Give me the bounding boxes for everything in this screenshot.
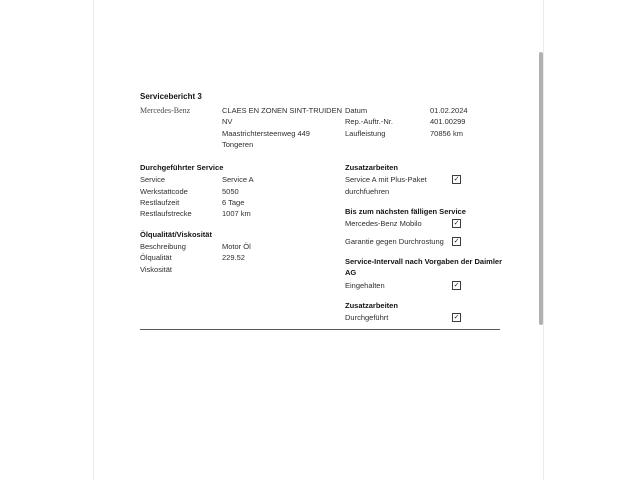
section-oelqualitaet [140, 229, 345, 275]
mercedes-benz-wordmark: Mercedes-Benz [140, 106, 191, 115]
kv-label: Beschreibung [140, 241, 186, 251]
section-heading: Ölqualität/Viskosität [140, 229, 212, 239]
kv-label: Viskosität [140, 264, 172, 274]
kv-row-service [140, 174, 345, 185]
kv-value: 6 Tage [222, 198, 245, 208]
meta-label: Laufleistung [345, 128, 386, 138]
dealer-address-line: Tongeren [222, 139, 254, 149]
kv-label: Restlaufstrecke [140, 209, 192, 219]
checkbox-item-label: Service A mit Plus-Paket durchfuehren [345, 175, 427, 196]
checkbox-item-durchgefuehrt [345, 312, 502, 323]
meta-value: 01.02.2024 [430, 106, 468, 115]
footer-divider [140, 329, 500, 330]
page-right-border [543, 0, 544, 480]
section-zusatzarbeiten-1 [345, 162, 502, 197]
kv-row-restlaufstrecke [140, 208, 345, 219]
report-meta [345, 105, 502, 139]
kv-value: 229.52 [222, 253, 245, 263]
meta-value: 401.00299 [430, 117, 466, 127]
service-report-page [140, 92, 502, 332]
meta-label: Datum [345, 106, 368, 115]
meta-row-laufleistung [345, 128, 502, 139]
dealer-address-line: NV [222, 117, 233, 127]
section-naechster-service [345, 206, 502, 247]
checkbox-checked-icon[interactable]: ✓ [453, 176, 460, 184]
kv-value: Motor Öl [222, 241, 251, 251]
report-header [140, 105, 502, 150]
checkbox-checked-icon[interactable]: ✓ [453, 314, 460, 322]
section-durchgefuehrter-service [140, 162, 345, 219]
kv-label: Ölqualität [140, 253, 172, 263]
section-heading: Zusatzarbeiten [345, 163, 398, 173]
dealer-address-line: CLAES EN ZONEN SINT-TRUIDEN [222, 106, 343, 115]
checkbox-item-eingehalten [345, 280, 502, 291]
kv-label: Restlaufzeit [140, 198, 180, 208]
kv-row-werkstattcode [140, 186, 345, 197]
kv-value: 1007 km [222, 209, 251, 219]
kv-row-beschreibung [140, 241, 345, 252]
checkbox-item-label: Eingehalten [345, 280, 385, 290]
checkbox-item-label: Mercedes-Benz Mobilo [345, 219, 422, 229]
dealer-address [222, 105, 345, 150]
report-body [140, 162, 502, 332]
meta-value: 70856 km [430, 128, 463, 138]
report-right-column [345, 162, 502, 332]
kv-row-viskositaet [140, 264, 345, 275]
checkbox-item-durchrostung [345, 236, 502, 247]
meta-row-auftragsnummer [345, 116, 502, 127]
section-heading: Bis zum nächsten fälligen Service [345, 207, 466, 217]
checkbox-checked-icon[interactable]: ✓ [453, 237, 460, 245]
checkbox-item-label: Garantie gegen Durchrostung [345, 236, 444, 246]
section-heading: Durchgeführter Service [140, 163, 224, 173]
meta-label: Rep.-Auftr.-Nr. [345, 117, 393, 127]
kv-label: Werkstattcode [140, 186, 188, 196]
checkbox-item-plus-paket [345, 174, 502, 197]
checkbox-checked-icon[interactable]: ✓ [453, 220, 460, 228]
page-left-border [93, 0, 94, 480]
checkbox-checked-icon[interactable]: ✓ [453, 281, 460, 289]
dealer-address-line: Maastrichtersteenweg 449 [222, 128, 310, 138]
kv-value: Service A [222, 175, 254, 185]
meta-row-datum [345, 105, 502, 116]
section-service-intervall [345, 256, 502, 291]
kv-value: 5050 [222, 186, 239, 196]
kv-row-oelqualitaet [140, 252, 345, 263]
vertical-scrollbar-thumb[interactable] [539, 52, 543, 325]
kv-label: Service [140, 175, 166, 185]
page-title: Servicebericht 3 [140, 92, 202, 101]
checkbox-item-label: Durchgeführt [345, 313, 389, 323]
kv-row-restlaufzeit [140, 197, 345, 208]
report-left-column [140, 162, 345, 332]
section-heading: Service-Intervall nach Vorgaben der Daimler AG [345, 256, 503, 278]
section-heading: Zusatzarbeiten [345, 300, 398, 310]
checkbox-item-mobilo [345, 218, 502, 229]
section-zusatzarbeiten-2 [345, 300, 502, 324]
